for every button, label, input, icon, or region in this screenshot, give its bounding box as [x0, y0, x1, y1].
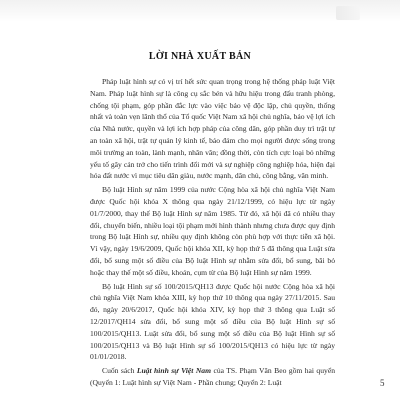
paragraph-suffix: của TS. Phạm Văn Beo gồm hai quyển (Quyển 1: Luật hình sự Việt Nam - Phần chung; Quyển 2: Luật — [90, 366, 335, 387]
paragraph — [90, 365, 335, 389]
paragraph: Bộ luật Hình sự năm 1999 của nước Cộng hòa xã hội chủ nghĩa Việt Nam được Quốc hội khóa X thông qua ngày 21/12/1999, có hiệu lực từ ngày 01/7/2000, thay thế Bộ luật Hình sự năm 1985. Từ đó, xã hội đã có nhiều thay đổi, chuyển biến, nhiều loại tội phạm mới hình thành nhưng chưa được quy định trong Bộ luật Hình sự, nhiều quy định không còn phù hợp với thực tiễn xã hội. Vì vậy, ngày 19/6/2009, Quốc hội khóa XII, kỳ họp thứ 5 đã thông qua Luật sửa đổi, bổ sung một số điều của Bộ luật Hình sự nhằm sửa đổi, bổ sung, bãi bỏ hoặc thay thế một số điều, khoản, cụm từ của Bộ luật Hình sự năm 1999. — [90, 185, 335, 277]
paragraph: Bộ luật Hình sự số 100/2015/QH13 được Quốc hội nước Cộng hòa xã hội chủ nghĩa Việt Nam khóa XIII, kỳ họp thứ 10 thông qua ngày 27/11/2015. Sau đó, ngày 20/6/2017, Quốc hội khóa XIV, kỳ họp thứ 3 thông qua Luật số 12/2017/QH14 sửa đổi, bổ sung một số điều của Bộ luật Hình sự số 100/2015/QH13. Luật sửa đổi, bổ sung một số điều của Bộ luật Hình sự số 100/2015/QH13 và Bộ luật Hình sự số 100/2015/QH13 có hiệu lực từ ngày 01/01/2018. — [90, 281, 335, 362]
page-number: 5 — [380, 378, 385, 388]
page-title: LỜI NHÀ XUẤT BẢN — [148, 51, 252, 62]
book-title: Luật hình sự Việt Nam — [136, 366, 212, 376]
paragraph: Pháp luật hình sự có vị trí hết sức quan trọng trong hệ thống pháp luật Việt Nam. Pháp luật hình sự là công cụ sắc bén và hữu hiệu trong đấu tranh phòng, chống tội phạm, góp phần đắc lực vào việc bảo vệ độc lập, chủ quyền, thống nhất và toàn vẹn lãnh thổ của Tổ quốc Việt Nam xã hội chủ nghĩa, bảo vệ lợi ích của Nhà nước, quyền và lợi ích hợp pháp của công dân, góp phần duy trì trật tự an toàn xã hội, trật tự quản lý kinh tế, bảo đảm cho mọi người được sống trong môi trường an toàn, lành mạnh, nhân văn; đồng thời, còn tích cực loại bỏ những yếu tố gây cản trở cho tiến trình đổi mới và sự nghiệp công nghiệp hóa, hiện đại hóa đất nước vì mục tiêu dân giàu, nước mạnh, dân chủ, công bằng, văn minh. — [90, 77, 335, 181]
body-text — [90, 76, 335, 391]
paragraph-prefix: Cuốn sách — [102, 366, 137, 376]
page-corner-mark — [336, 6, 360, 20]
